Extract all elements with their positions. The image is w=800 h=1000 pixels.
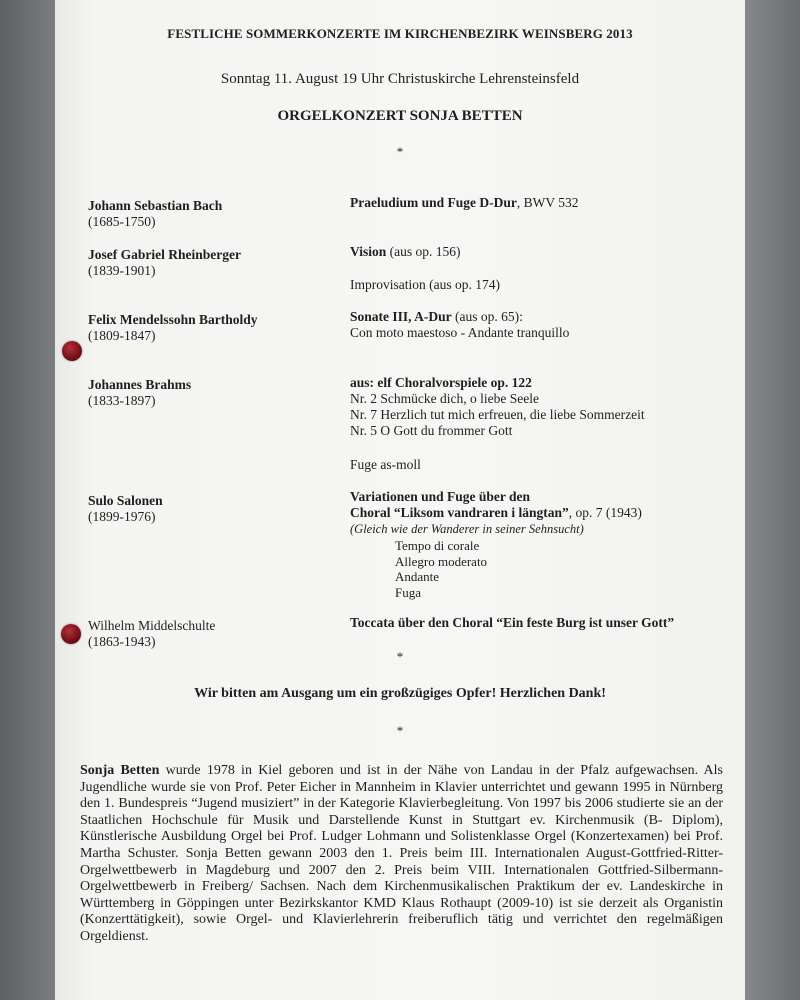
bio-lead: Sonja Betten — [80, 763, 160, 778]
offering-note: Wir bitten am Ausgang um ein großzügiges Opfer! Herzlichen Dank! — [194, 686, 606, 701]
work-item: Nr. 2 Schmücke dich, o liebe Seele — [350, 391, 539, 406]
salonen-movements — [395, 538, 487, 600]
composer-block — [88, 493, 163, 525]
composer-dates: (1809-1847) — [88, 328, 156, 343]
concert-title: ORGELKONZERT SONJA BETTEN — [277, 108, 523, 124]
work-catalog: , op. 7 (1943) — [568, 505, 642, 520]
composer-dates: (1685-1750) — [88, 214, 156, 229]
bio-text: wurde 1978 in Kiel geboren und ist in der Nähe von Landau in der Pfalz aufgewachsen. Als Jugendliche wurde sie von Prof. Peter Eicher in Mannheim in Klavier unterrichtet und gewann 1995 in Nürnberg den 1. Bundespreis “Jugend musiziert” in der Kategorie Klavierbegleitung. Von 1997 bis 2006 studierte sie an der Staatlichen Hochschule für Musik und Darstellende Kunst in Stuttgart ev. Kirchenmusik (B- Diplom), Künstlerische Ausbildung Orgel bei Prof. Ludger Lohmann und Solistenklasse Orgel (Konzertexamen) bei Prof. Martha Schuster. Sonja Betten gewann 2003 den 1. Preis beim III. Internationalen August-Gottfried-Ritter-Orgelwettbewerb in Magdeburg und 2007 den 2. Preis beim VIII. Internationalen Gottfried-Silbermann-Orgelwettbewerb in Freiberg/ Sachsen. Nach dem Kirchenmusikalischen Praktikum der ev. Landeskirche in Württemberg in Göppingen unter Bezirkskantor KMD Klaus Rothaupt (2009-10) ist sie derzeit als Organistin (Konzerttätigkeit), sowie Orgel- und Klavierlehrerin freiberuflich tätig und verrichtet den regelmäßigen Orgeldienst. — [80, 763, 723, 944]
movement-item: Allegro moderato — [395, 553, 488, 569]
work-title: aus: elf Choralvorspiele op. 122 — [350, 375, 532, 390]
work-middelschulte: Toccata über den Choral “Ein feste Burg ist unser Gott” — [350, 615, 675, 630]
work-item: Nr. 5 O Gott du frommer Gott — [350, 423, 513, 438]
work-title: Variationen und Fuge über den — [350, 489, 531, 504]
work-rheinberger — [350, 244, 461, 260]
work-catalog: (aus op. 65): — [451, 309, 523, 324]
work-title: Praeludium und Fuge D-Dur — [350, 195, 517, 210]
composer-name: Johannes Brahms — [88, 377, 192, 392]
work-fuge: Fuge as-moll — [350, 457, 421, 472]
separator-star: * — [396, 649, 404, 664]
artist-biography — [80, 763, 723, 946]
composer-block — [88, 247, 241, 279]
movement-item: Fuga — [395, 584, 421, 600]
composer-block — [88, 618, 215, 650]
composer-dates: (1863-1943) — [88, 634, 156, 649]
work-title: Sonate III, A-Dur — [350, 309, 452, 324]
work-catalog: (aus op. 156) — [386, 244, 461, 259]
movement-item: Tempo di corale — [395, 538, 480, 553]
composer-dates: (1833-1897) — [88, 393, 156, 408]
composer-block — [88, 198, 222, 230]
composer-block — [88, 377, 191, 409]
composer-name: Wilhelm Middelschulte — [88, 618, 216, 633]
red-pin-marker — [61, 624, 81, 644]
movement-item: Andante — [395, 569, 440, 584]
work-title-line2: Choral “Liksom vandraren i längtan” — [350, 505, 569, 520]
work-catalog: , BWV 532 — [516, 195, 579, 210]
concert-series-header: FESTLICHE SOMMERKONZERTE IM KIRCHENBEZIRK WEINSBERG 2013 — [167, 26, 633, 41]
work-translation: (Gleich wie der Wanderer in seiner Sehnsucht) — [350, 522, 584, 536]
composer-name: Josef Gabriel Rheinberger — [88, 247, 241, 262]
composer-dates: (1839-1901) — [88, 263, 156, 278]
composer-dates: (1899-1976) — [88, 509, 156, 524]
work-improvisation: Improvisation (aus op. 174) — [350, 277, 500, 292]
work-movements: Con moto maestoso - Andante tranquillo — [350, 325, 570, 340]
composer-name: Felix Mendelssohn Bartholdy — [88, 312, 258, 327]
work-salonen — [350, 489, 642, 537]
composer-name: Johann Sebastian Bach — [88, 198, 223, 213]
work-brahms — [350, 375, 645, 439]
composer-name: Sulo Salonen — [88, 493, 163, 508]
separator-star: * — [396, 723, 404, 738]
composer-block — [88, 312, 258, 344]
work-bach — [350, 195, 579, 211]
work-title: Vision — [350, 244, 387, 259]
work-item: Nr. 7 Herzlich tut mich erfreuen, die liebe Sommerzeit — [350, 407, 645, 422]
date-location: Sonntag 11. August 19 Uhr Christuskirche Lehrensteinsfeld — [220, 71, 580, 87]
work-mendelssohn — [350, 309, 569, 341]
separator-star: * — [396, 144, 404, 159]
red-pin-marker — [62, 341, 82, 361]
